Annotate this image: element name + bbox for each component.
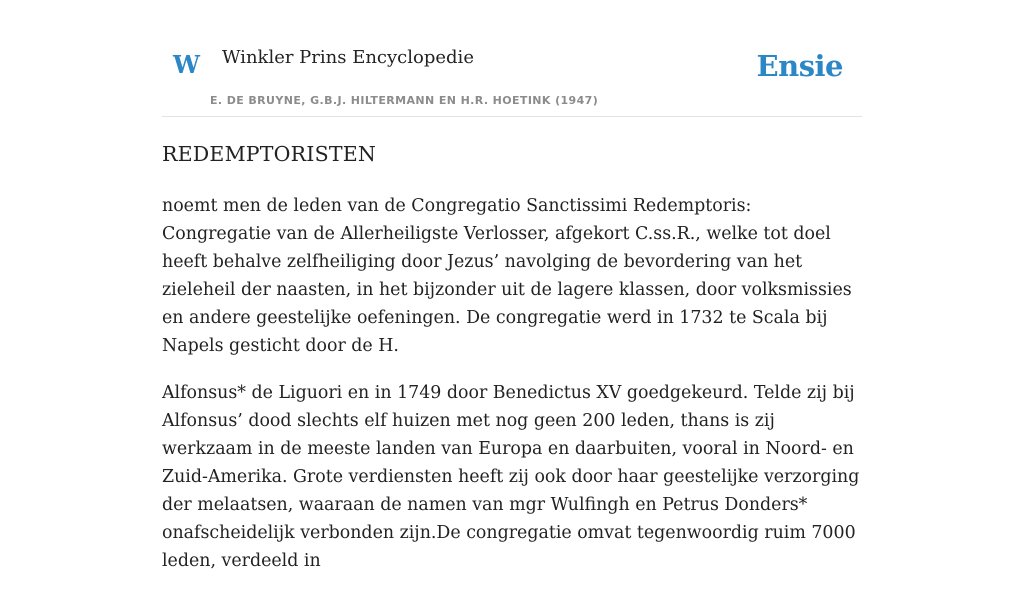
article-paragraph: Alfonsus* de Liguori en in 1749 door Benedictus XV goedgekeurd. Telde zij bij Alfonsus’ dood slechts elf huizen met nog geen 200 leden, thans is zij werkzaam in de meeste landen van Europa en daarbuiten, vooral in Noord- en Zuid-Amerika. Grote verdiensten heeft zij ook door haar geestelijke verzorging der melaatsen, waaraan de namen van mgr Wulfingh en Petrus Donders* onafscheidelijk verbonden zijn.De congregatie omvat tegenwoordig ruim 7000 leden, verdeeld in — [162, 383, 860, 571]
article-body — [162, 192, 862, 594]
article-paragraph: noemt men de leden van de Congregatio Sanctissimi Redemptoris: Congregatie van de Allerheiligste Verlosser, afgekort C.ss.R., welke tot doel heeft behalve zelfheiliging door Jezus’ navolging de bevordering van het zieleheil der naasten, in het bijzonder uit de lagere klassen, door volksmissies en andere geestelijke oefeningen. De congregatie werd in 1732 te Scala bij Napels gesticht door de H. — [162, 196, 852, 356]
book-title[interactable]: Winkler Prins Encyclopedie — [222, 47, 474, 68]
header — [162, 0, 862, 117]
book-authors: E. DE BRUYNE, G.B.J. HILTERMANN EN H.R. HOETINK (1947) — [210, 94, 599, 107]
encyclopedia-logo[interactable]: W — [173, 50, 200, 79]
article-title: REDEMPTORISTEN — [162, 142, 377, 166]
ensie-logo[interactable]: Ensie — [756, 49, 843, 83]
page — [162, 0, 862, 571]
